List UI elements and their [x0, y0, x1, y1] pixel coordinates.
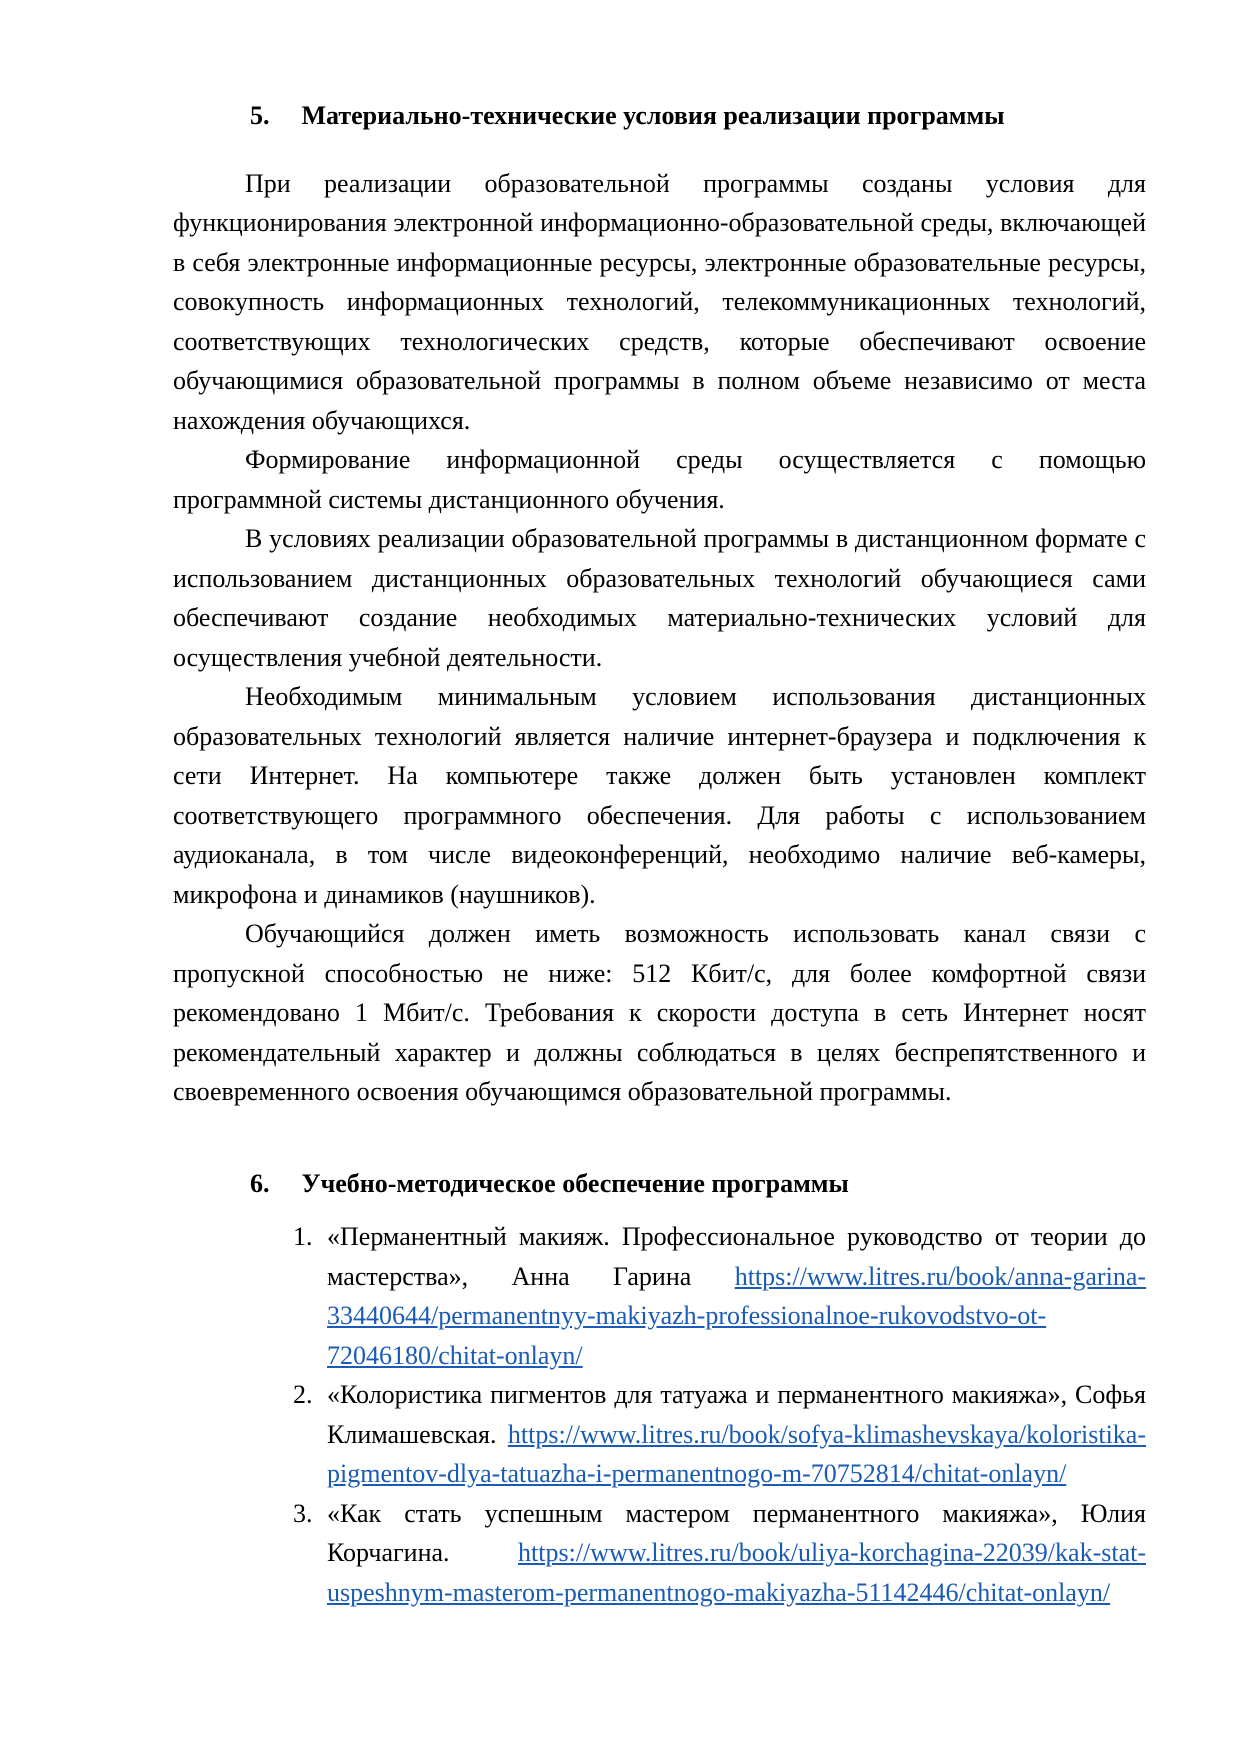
reference-item — [173, 1217, 1146, 1375]
reference-item — [173, 1375, 1146, 1494]
reference-number: 3. — [293, 1498, 313, 1528]
section-6-number: 6. — [250, 1168, 270, 1198]
paragraph: При реализации образовательной программы созданы условия для функционирования электронной информационно-образовательной среды, включающей в себя электронные информационные ресурсы, электронные образовательные ресурсы, совокупность информационных технологий, телекоммуникационных технологий, соответствующих технологических средств, которые обеспечивают освоение обучающимися образовательной программы в полном объеме независимо от места нахождения обучающихся. — [173, 168, 1146, 435]
paragraph: Формирование информационной среды осуществляется с помощью программной системы дистанционного обучения. — [173, 445, 1146, 514]
reference-number: 2. — [293, 1380, 313, 1409]
section-6-title: Учебно-методическое обеспечение программы — [301, 1168, 849, 1198]
reference-number: 1. — [293, 1222, 313, 1251]
reference-text: «Перманентный макияж. Профессиональное руководство от теории до мастерства», Анна Гарина — [327, 1222, 1146, 1291]
reference-item — [173, 1494, 1146, 1613]
reference-text: «Колористика пигментов для татуажа и перманентного макияжа», Софья Климашевская. — [327, 1380, 1146, 1449]
section-5-heading — [173, 96, 1146, 136]
reference-list — [173, 1217, 1146, 1612]
section-5-number: 5. — [250, 101, 270, 130]
paragraph: Необходимым минимальным условием использования дистанционных образовательных технологий является наличие интернет-браузера и подключения к сети Интернет. На компьютере также должен быть установлен комплект соответствующего программного обеспечения. Для работы с использованием аудиоканала, в том числе видеоконференций, необходимо наличие веб-камеры, микрофона и динамиков (наушников). — [173, 682, 1146, 909]
reference-link[interactable]: https://www.litres.ru/book/uliya-korchagina-22039/kak-stat-uspeshnym-masterom-permanentnogo-makiyazha-51142446/chitat-onlayn/ — [327, 1538, 1146, 1607]
reference-text: «Как стать успешным мастером перманентного макияжа», Юлия Корчагина. — [327, 1498, 1146, 1567]
paragraph: Обучающийся должен иметь возможность использовать канал связи с пропускной способностью не ниже: 512 Кбит/с, для более комфортной связи рекомендовано 1 Мбит/с. Требования к скорости доступа в сеть Интернет носят рекомендательный характер и должны соблюдаться в целях беспрепятственного и своевременного освоения обучающимся образовательной программы. — [173, 919, 1146, 1106]
section-5-title: Материально-технические условия реализации программы — [301, 101, 1005, 130]
reference-link[interactable]: https://www.litres.ru/book/anna-garina-33440644/permanentnyy-makiyazh-professionalnoe-rukovodstvo-ot-72046180/chitat-onlayn/ — [327, 1261, 1147, 1370]
reference-link[interactable]: https://www.litres.ru/book/sofya-klimashevskaya/koloristika-pigmentov-dlya-tatuazha-i-permanentnogo-m-70752814/chitat-onlayn/ — [327, 1419, 1146, 1488]
paragraph: В условиях реализации образовательной программы в дистанционном формате с использованием дистанционных образовательных технологий обучающиеся сами обеспечивают создание необходимых материально-технических условий для осуществления учебной деятельности. — [173, 524, 1146, 672]
section-6-heading — [173, 1164, 1146, 1204]
